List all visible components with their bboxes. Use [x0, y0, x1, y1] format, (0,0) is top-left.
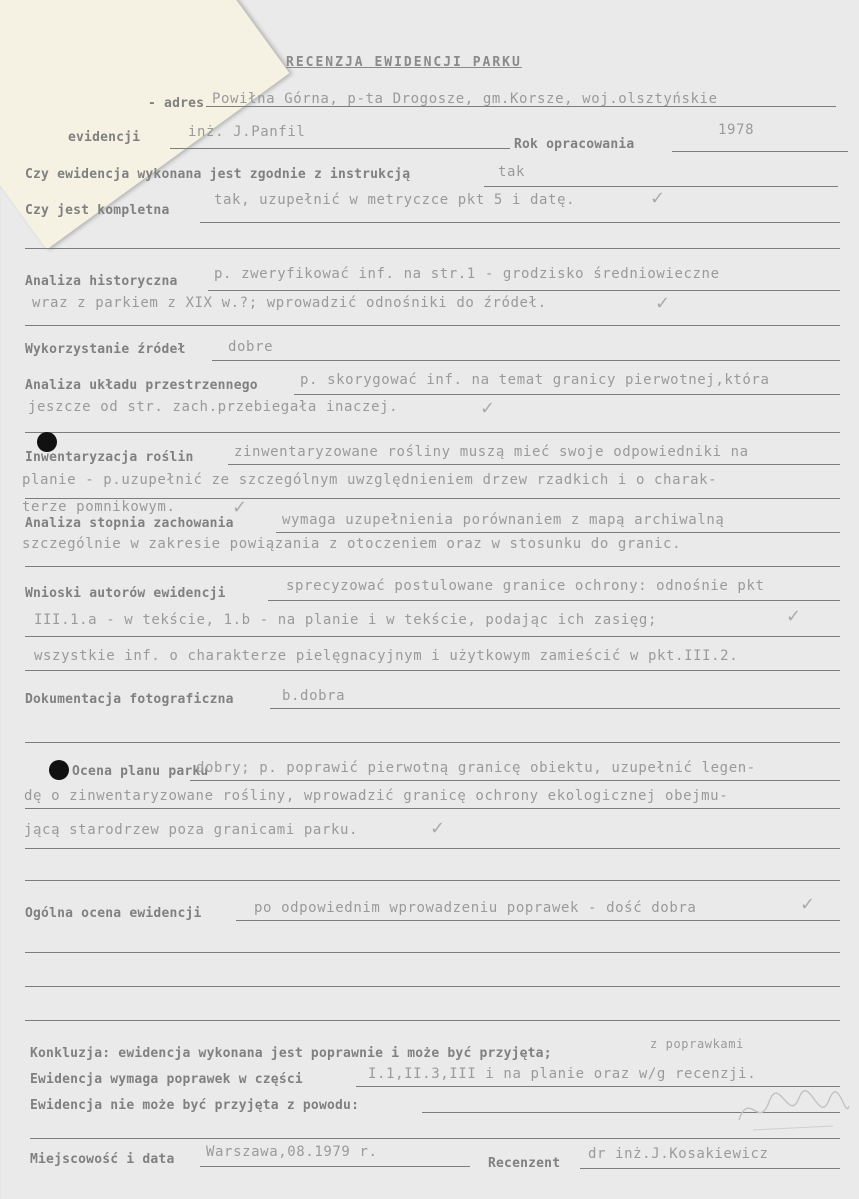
- signature: [733, 1080, 853, 1140]
- check-mark-icon: ✓: [480, 398, 496, 419]
- rule: [200, 222, 840, 223]
- rule: [25, 566, 840, 567]
- rule: [25, 808, 840, 809]
- poprawki-label: Ewidencja wymaga poprawek w części: [30, 1072, 303, 1087]
- miejsce-value: Warszawa,08.1979 r.: [206, 1144, 378, 1160]
- rule: [25, 952, 840, 953]
- rule: [190, 780, 840, 781]
- rule: [25, 848, 840, 849]
- uklad-line-2: jeszcze od str. zach.przebiegała inaczej.: [28, 399, 399, 415]
- rule: [206, 106, 836, 107]
- rok-value: 1978: [718, 122, 755, 138]
- check-mark-icon: ✓: [650, 188, 666, 209]
- rule: [170, 148, 510, 149]
- foto-value: b.dobra: [282, 688, 346, 704]
- page-title: RECENZJA EWIDENCJI PARKU: [286, 55, 522, 70]
- zachowanie-label: Analiza stopnia zachowania: [25, 516, 234, 531]
- rule: [208, 290, 840, 291]
- rule: [25, 248, 840, 249]
- historyczna-line-2: wraz z parkiem z XIX w.?; wprowadzić odnośniki do źródeł.: [32, 295, 547, 311]
- wnioski-line-2: III.1.a - w tekście, 1.b - na planie i w tekście, podając ich zasięg;: [34, 612, 657, 628]
- rule: [25, 1020, 840, 1021]
- plan-line-3: jącą starodrzew poza granicami parku.: [24, 822, 359, 838]
- rule: [25, 636, 840, 637]
- check-mark-icon: ✓: [232, 497, 248, 518]
- zachowanie-line-1: wymaga uzupełnienia porównaniem z mapą archiwalną: [282, 512, 725, 528]
- kompletna-value: tak, uzupełnić w metryczce pkt 5 i datę.: [214, 192, 576, 208]
- check-mark-icon: ✓: [800, 894, 816, 915]
- rosliny-label: Inwentaryzacja roślin: [25, 450, 194, 465]
- konkluzja-value: z poprawkami: [650, 1037, 744, 1051]
- zrodla-label: Wykorzystanie źródeł: [25, 342, 186, 357]
- kompletna-label: Czy jest kompletna: [25, 203, 170, 218]
- ogolna-value: po odpowiednim wprowadzeniu poprawek - dość dobra: [254, 900, 697, 916]
- check-mark-icon: ✓: [786, 606, 802, 627]
- rule: [200, 1166, 470, 1167]
- wnioski-line-1: sprecyzować postulowane granice ochrony: odnośnie pkt: [286, 578, 765, 594]
- plan-label: Ocena planu parku: [72, 764, 209, 779]
- rule: [25, 670, 840, 671]
- odrzucenie-label: Ewidencja nie może być przyjęta z powodu:: [30, 1098, 360, 1113]
- rule: [294, 394, 840, 395]
- plan-line-1: dobry; p. poprawić pierwotną granicę obiektu, uzupełnić legen-: [196, 760, 756, 776]
- punch-hole: [49, 760, 69, 780]
- rule: [268, 600, 840, 601]
- plan-line-2: dę o zinwentaryzowane rośliny, wprowadzić granicę ochrony ekologicznej obejmu-: [24, 788, 729, 804]
- poprawki-value: I.1,II.3,III i na planie oraz w/g recenzji.: [368, 1066, 757, 1082]
- punch-hole: [37, 432, 57, 452]
- rule: [672, 151, 848, 152]
- rok-label: Rok opracowania: [514, 137, 635, 152]
- adres-value: Powiłna Górna, p-ta Drogosze, gm.Korsze, woj.olsztyńskie: [212, 91, 718, 107]
- instrukcja-value: tak: [498, 164, 526, 180]
- rule: [484, 186, 838, 187]
- adres-label: - adres: [148, 96, 205, 111]
- rule: [25, 432, 840, 433]
- rule: [25, 986, 840, 987]
- zachowanie-line-2: szczególnie w zakresie powiązania z otoczeniem oraz w stosunku do granic.: [22, 536, 682, 552]
- rule: [276, 532, 840, 533]
- zrodla-value: dobre: [228, 339, 274, 355]
- autor-value: inż. J.Panfil: [188, 124, 306, 140]
- rule: [212, 360, 840, 361]
- recenzent-value: dr inż.J.Kosakiewicz: [588, 1146, 769, 1162]
- historyczna-line-1: p. zweryfikować inf. na str.1 - grodzisko średniowieczne: [214, 266, 720, 282]
- recenzent-label: Recenzent: [488, 1156, 561, 1171]
- rule: [270, 708, 840, 709]
- rosliny-line-3: terze pomnikowym.: [22, 499, 176, 515]
- check-mark-icon: ✓: [655, 293, 671, 314]
- autor-label: evidencji: [68, 130, 141, 145]
- rule: [25, 880, 840, 881]
- rule: [25, 325, 840, 326]
- uklad-label: Analiza układu przestrzennego: [25, 378, 258, 393]
- ogolna-label: Ogólna ocena ewidencji: [25, 906, 202, 921]
- rule: [30, 1138, 840, 1139]
- rule: [580, 1168, 840, 1169]
- foto-label: Dokumentacja fotograficzna: [25, 692, 234, 707]
- rosliny-line-1: zinwentaryzowane rośliny muszą mieć swoje odpowiedniki na: [234, 444, 749, 460]
- wnioski-label: Wnioski autorów ewidencji: [25, 586, 226, 601]
- konkluzja-label: Konkluzja: ewidencja wykonana jest poprawnie i może być przyjęta;: [30, 1046, 552, 1061]
- rule: [25, 742, 840, 743]
- wnioski-line-3: wszystkie inf. o charakterze pielęgnacyjnym i użytkowym zamieścić w pkt.III.2.: [34, 648, 739, 664]
- check-mark-icon: ✓: [430, 818, 446, 839]
- rosliny-line-2: planie - p.uzupełnić ze szczególnym uwzględnieniem drzew rzadkich i o charak-: [22, 472, 718, 488]
- rule: [236, 920, 840, 921]
- historyczna-label: Analiza historyczna: [25, 274, 178, 289]
- rule: [228, 464, 840, 465]
- uklad-line-1: p. skorygować inf. na temat granicy pierwotnej,która: [300, 372, 770, 388]
- instrukcja-label: Czy ewidencja wykonana jest zgodnie z instrukcją: [25, 167, 411, 182]
- miejsce-label: Miejscowość i data: [30, 1152, 175, 1167]
